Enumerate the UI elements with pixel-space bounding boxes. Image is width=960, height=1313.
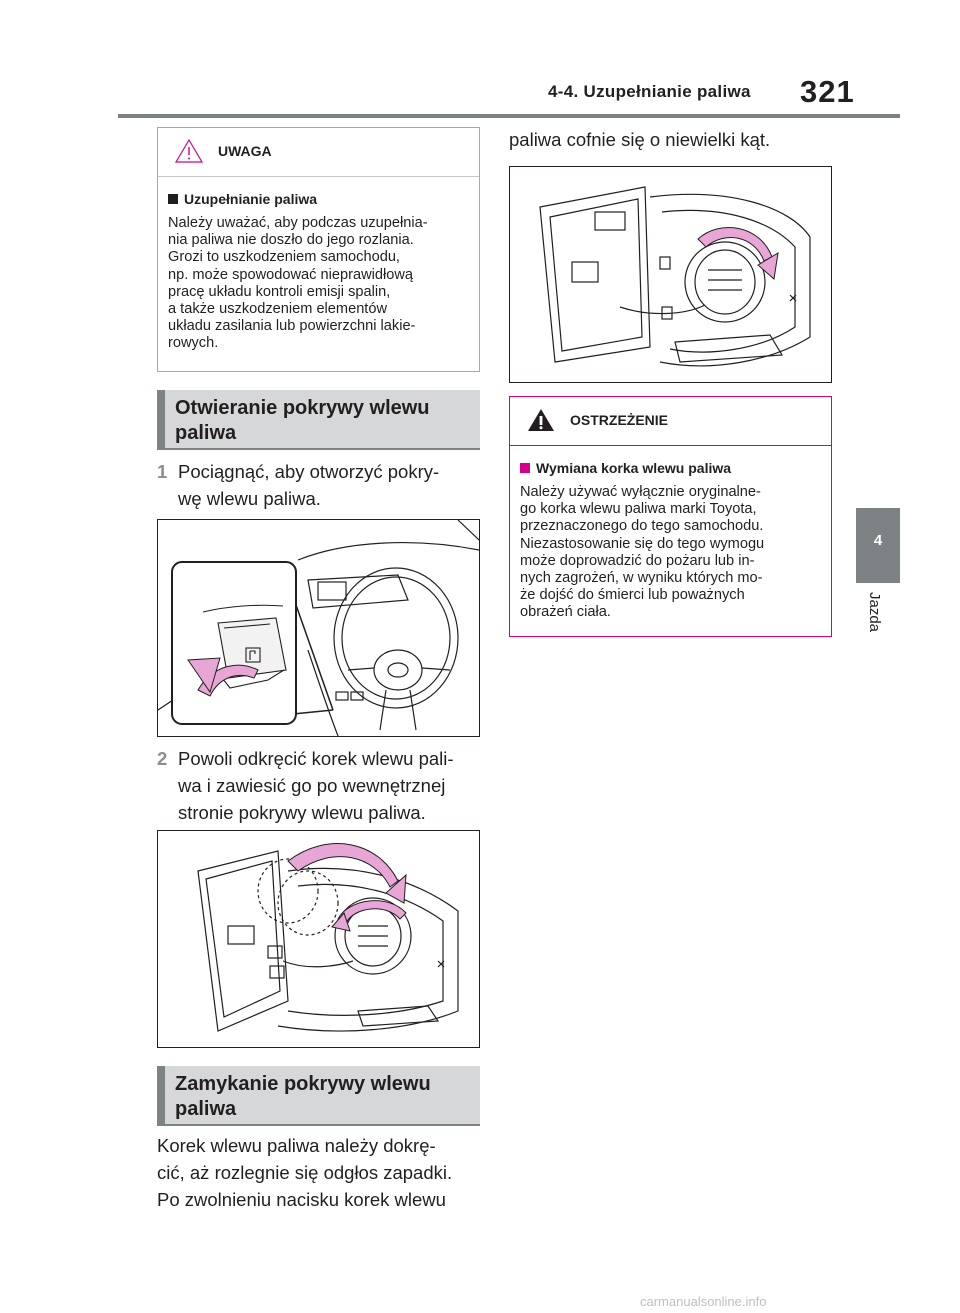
figure-fuel-door-lever	[157, 519, 480, 737]
notice-line: rowych.	[168, 335, 219, 352]
section-title-line: Otwieranie pokrywy wlewu	[175, 397, 430, 419]
step-line: wa i zawiesić go po wewnętrznej	[178, 775, 446, 796]
notice-body	[168, 215, 469, 353]
watermark: carmanualsonline.info	[640, 1294, 767, 1309]
paragraph-line: Po zwolnieniu nacisku korek wlewu	[157, 1189, 446, 1210]
warning-heading: OSTRZEŻENIE	[570, 412, 669, 428]
notice-line: układu zasilania lub powierzchni lakie-	[168, 318, 416, 335]
close-paragraph	[157, 1132, 487, 1213]
warning-triangle-icon	[526, 407, 556, 433]
section-title-line: paliwa	[175, 1098, 237, 1120]
paragraph-line: Korek wlewu paliwa należy dokrę-	[157, 1135, 436, 1156]
chapter-number: 4	[873, 532, 883, 549]
section-underline	[157, 1124, 480, 1126]
step-number: 2	[157, 748, 168, 769]
section-heading-close	[157, 1066, 480, 1126]
warning-line: obrażeń ciała.	[520, 604, 611, 621]
warning-subheading: Wymiana korka wlewu paliwa	[536, 460, 732, 476]
notice-line: Należy uważać, aby podczas uzupełnia-	[168, 215, 428, 231]
warning-line: że dojść do śmierci lub poważnych	[520, 587, 745, 604]
warning-line: może doprowadzić do pożaru lub in-	[520, 552, 755, 569]
warning-body	[520, 484, 821, 622]
notice-heading: UWAGA	[218, 143, 272, 159]
step-2	[157, 745, 487, 826]
step-line: Pociągnąć, aby otworzyć pokry-	[178, 461, 440, 482]
dashboard-illustration	[158, 520, 479, 736]
step-1	[157, 458, 487, 512]
section-underline	[157, 448, 480, 450]
notice-line: Grozi to uszkodzeniem samochodu,	[168, 249, 400, 266]
notice-box	[157, 127, 480, 372]
notice-line: nia paliwa nie doszło do jego rozlania.	[168, 232, 414, 249]
warning-line: nych zagrożeń, w wyniku których mo-	[520, 570, 763, 587]
warning-box	[509, 396, 832, 637]
warning-line: przeznaczonego do tego samochodu.	[520, 518, 764, 535]
fuel-cap-tighten-illustration	[510, 167, 831, 382]
notice-line: pracę układu kontroli emisji spalin,	[168, 283, 391, 300]
figure-tighten-fuel-cap	[509, 166, 832, 383]
fuel-cap-removal-illustration	[158, 831, 479, 1047]
paragraph-line: cić, aż rozlegnie się odgłos zapadki.	[157, 1162, 453, 1183]
section-title-line: paliwa	[175, 422, 237, 444]
header-rule	[118, 114, 900, 118]
warning-line: Należy używać wyłącznie oryginalne-	[520, 484, 761, 500]
notice-subheading: Uzupełnianie paliwa	[184, 191, 318, 207]
caution-outline-icon	[174, 138, 204, 164]
warning-line: Niezastosowanie się do tego wymogu	[520, 535, 765, 552]
close-paragraph-continued: paliwa cofnie się o niewielki kąt.	[509, 129, 771, 150]
step-number: 1	[157, 461, 168, 482]
step-line: wę wlewu paliwa.	[178, 488, 321, 509]
notice-line: a także uszkodzeniem elementów	[168, 301, 388, 318]
bullet-square-icon	[520, 463, 530, 473]
figure-remove-fuel-cap	[157, 830, 480, 1048]
bullet-square-icon	[168, 194, 178, 204]
running-header-section: 4-4. Uzupełnianie paliwa	[548, 82, 751, 101]
step-line: stronie pokrywy wlewu paliwa.	[178, 802, 426, 823]
chapter-name: Jazda	[866, 592, 883, 633]
section-heading-open	[157, 390, 480, 450]
notice-line: np. może spowodować nieprawidłową	[168, 266, 413, 283]
warning-line: go korka wlewu paliwa marki Toyota,	[520, 501, 757, 518]
step-line: Powoli odkręcić korek wlewu pali-	[178, 748, 454, 769]
section-title-line: Zamykanie pokrywy wlewu	[175, 1073, 431, 1095]
page-number: 321	[800, 74, 855, 109]
